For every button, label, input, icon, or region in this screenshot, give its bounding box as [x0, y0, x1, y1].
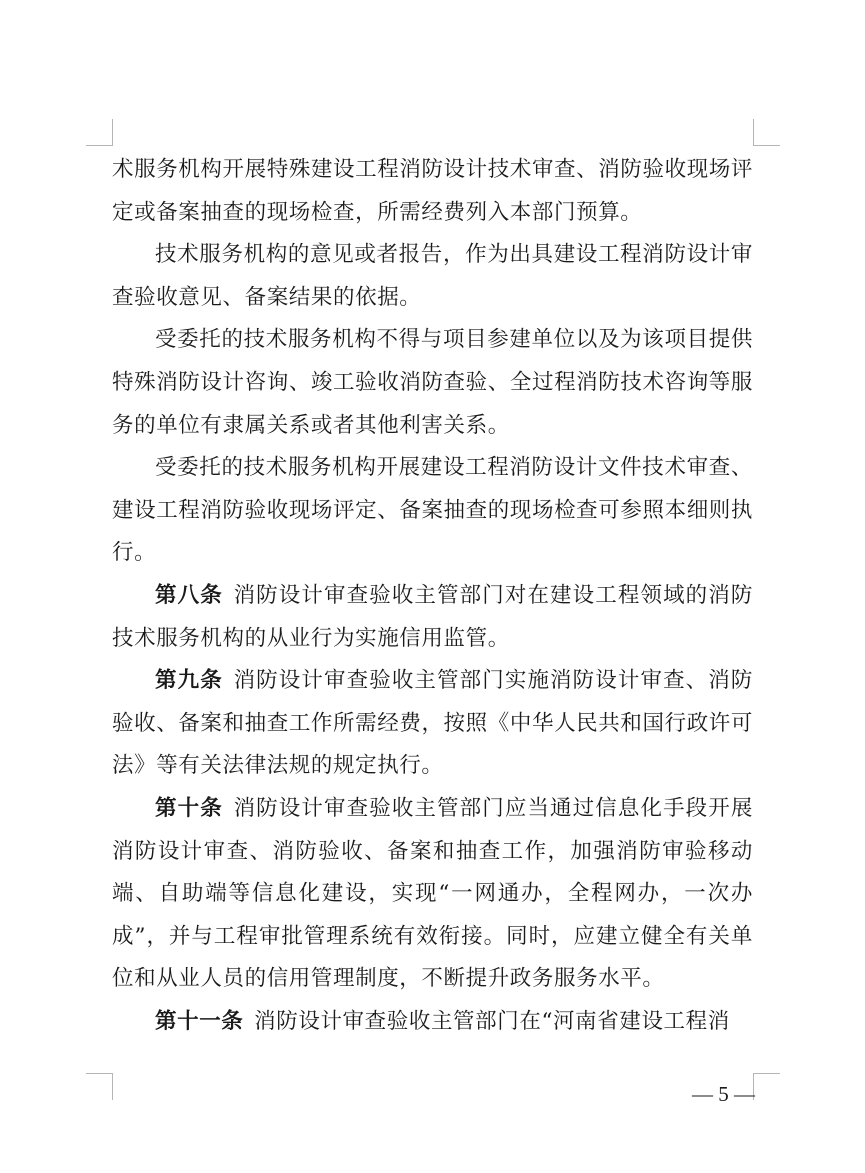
article-number: 第十条	[155, 795, 223, 821]
article-10	[112, 788, 753, 1001]
article-number: 第十一条	[155, 1008, 244, 1034]
article-text: 消防设计审查验收主管部门对在建设工程领域的消防技术服务机构的从业行为实施信用监管。	[112, 582, 753, 651]
article-11	[112, 1001, 753, 1044]
corner-mark-bottom-left	[86, 1073, 113, 1100]
article-number: 第九条	[155, 668, 223, 694]
corner-mark-bottom-right	[753, 1073, 780, 1100]
paragraph-text: 受委托的技术服务机构不得与项目参建单位以及为该项目提供特殊消防设计咨询、竣工验收消防查验、全过程消防技术咨询等服务的单位有隶属关系或者其他利害关系。	[112, 327, 753, 438]
paragraph-no-affiliation	[112, 319, 753, 447]
corner-mark-top-left	[86, 119, 113, 146]
document-body	[112, 149, 753, 1043]
paragraph-technical-opinion	[112, 234, 753, 319]
paragraph-continuation	[112, 149, 753, 234]
article-number: 第八条	[155, 582, 223, 608]
article-text: 消防设计审查验收主管部门实施消防设计审查、消防验收、备案和抽查工作所需经费，按照《中华人民共和国行政许可法》等有关法律法规的规定执行。	[112, 668, 753, 779]
paragraph-reference	[112, 447, 753, 575]
article-text: 消防设计审查验收主管部门在“河南省建设工程消	[254, 1008, 730, 1034]
corner-mark-top-right	[753, 119, 780, 146]
article-text: 消防设计审查验收主管部门应当通过信息化手段开展消防设计审查、消防验收、备案和抽查工作，加强消防审验移动端、自助端等信息化建设，实现“一网通办，全程网办，一次办成”，并与工程审批管理系统有效衔接。同时，应建立健全有关单位和从业人员的信用管理制度，不断提升政务服务水平。	[112, 795, 753, 992]
article-9	[112, 660, 753, 788]
paragraph-text: 术服务机构开展特殊建设工程消防设计技术审查、消防验收现场评定或备案抽查的现场检查，所需经费列入本部门预算。	[112, 157, 753, 225]
article-8	[112, 575, 753, 660]
page-number: — 5 —	[692, 1082, 755, 1106]
paragraph-text: 技术服务机构的意见或者报告，作为出具建设工程消防设计审查验收意见、备案结果的依据。	[112, 242, 753, 310]
paragraph-text: 受委托的技术服务机构开展建设工程消防设计文件技术审查、建设工程消防验收现场评定、备案抽查的现场检查可参照本细则执行。	[112, 455, 753, 566]
